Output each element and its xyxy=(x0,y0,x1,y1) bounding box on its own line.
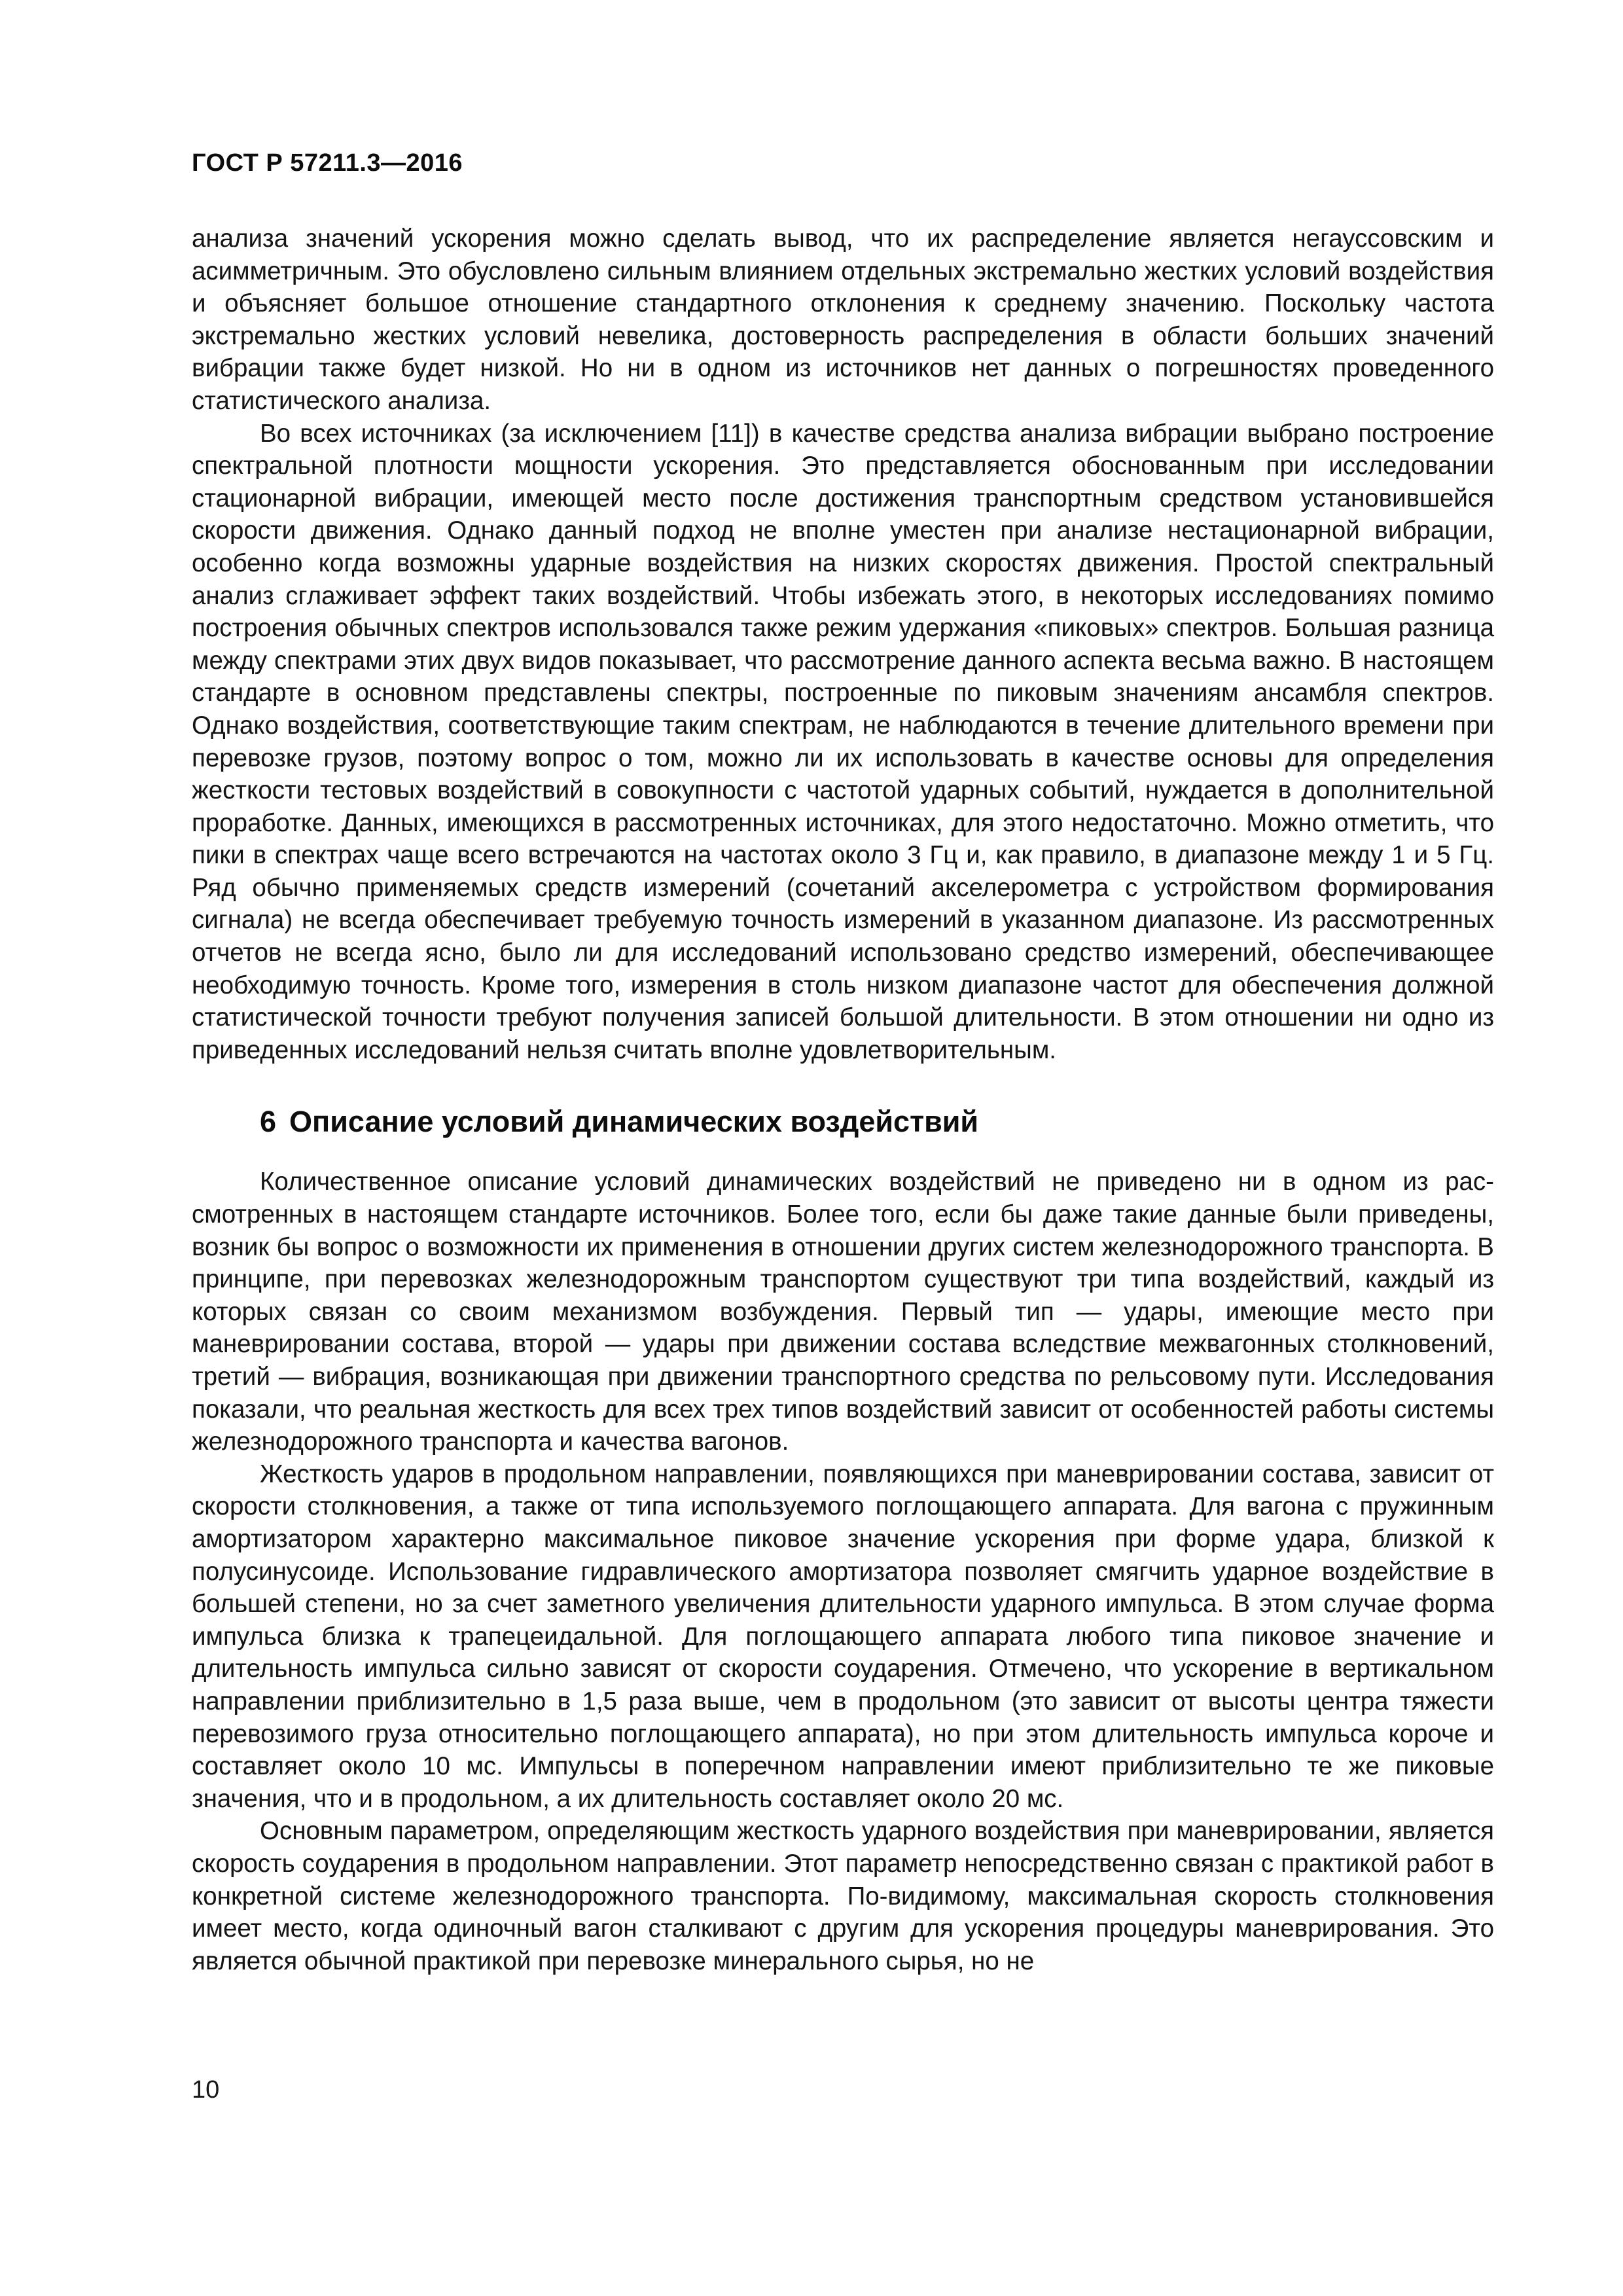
paragraph-shock-severity: Жесткость ударов в продольном направлении, появляющихся при маневрировании состава, зависит от скорости столкновения, а также от типа используемого поглощающего аппарата. Для вагона с пружинным амортизатором характерно максимальное пиковое значение ускорения при форме удара, близкой к полусинусоиде. Использование гидравлического амортизатора позволяет смягчить ударное воздействие в большей степени, но за счет заметного увеличения длительности ударного импульса. В этом случае форма импульса близка к трапецеидальной. Для поглощающего аппарата любого типа пиковое значение и длительность импульса сильно зависят от скорости соударения. Отмечено, что ускорение в вертикальном направлении приблизительно в 1,5 раза выше, чем в продольном (это зависит от высоты центра тяжести перевозимого груза относительно поглощающего аппарата), но при этом длительность импульса короче и составляет около 10 мс. Импульсы в поперечном направлении имеют приблизительно те же пиковые значения, что и в продольном, а их длительность составляет около 20 мс. xyxy=(192,1460,1494,1813)
section-heading xyxy=(192,1066,1494,1166)
section-number: 6 xyxy=(260,1105,277,1139)
section-title: Описание условий динамических воздействий xyxy=(289,1105,979,1139)
paragraph-continuation: анализа значений ускорения можно сделать вывод, что их распределение является негауссовским и асимметричным. Это обусловлено сильным влиянием отдельных экстремально жестких условий воздействия и объясняет большое отношение стандартного отклонения к среднему значению. Поскольку частота экстремально жестких условий невелика, достоверность распределения в области больших значений вибрации также будет низкой. Но ни в одном из источников нет данных о погрешностях проведенного статистического анализа. xyxy=(192,224,1494,415)
paragraph-sources-analysis: Во всех источниках (за исключением [11]) в качестве средства анализа вибрации выбрано построение спектральной плотности мощности ускорения. Это представляется обоснованным при исследовании стационарной вибрации, имеющей место после достижения транспортным средством установившейся скорости движения. Однако данный подход не вполне уместен при анализе нестационарной вибрации, особенно когда возможны ударные воздействия на низких скоростях движения. Простой спектральный анализ сглаживает эффект таких воздействий. Чтобы избежать этого, в некоторых исследованиях помимо построения обычных спектров использовался также режим удержания «пиковых» спектров. Большая разница между спектрами этих двух видов показывает, что рассмотрение данного аспекта весьма важно. В настоящем стандарте в основном представлены спектры, построенные по пиковым значениям ансамбля спектров. Однако воздействия, соответствующие таким спектрам, не наблюдаются в течение длительного времени при перевозке грузов, поэтому вопрос о том, можно ли их использовать в качестве основы для определения жесткости тестовых воздействий в совокупности с частотой ударных событий, нуждается в дополнительной проработке. Данных, имеющихся в рассмотренных источниках, для этого недостаточно. Можно отметить, что пики в спектрах чаще всего встречаются на частотах около 3 Гц и, как правило, в диапазоне между 1 и 5 Гц. Ряд обычно применяемых средств измерений (сочетаний акселерометра с устройством формирования сигнала) не всегда обеспечивает требуемую точность измерений в указанном диапазоне. Из рассмотренных отчетов не всегда ясно, было ли для исследований использовано средство измерений, обеспечивающее необходимую точность. Кроме того, измерения в столь низком диапазоне частот для обеспечения должной статистической точности требуют получения записей большой длительности. В этом отношении ни одно из приведенных исследований нельзя считать вполне удовлетворительным. xyxy=(192,419,1494,1064)
paragraph-main-parameter: Основным параметром, определяющим жесткость ударного воздействия при маневрировании, является скорость соударения в продольном направлении. Этот параметр непосредственно связан с практикой работ в конкретной системе железнодорожного транспорта. По-видимому, максимальная скорость столкновения имеет место, когда одиночный вагон сталкивают с другим для ускорения процедуры маневрирования. Это является обычной практикой при перевозке минерального сырья, но не xyxy=(192,1817,1494,1975)
document-body xyxy=(192,223,1494,1977)
document-code-header: ГОСТ Р 57211.3—2016 xyxy=(192,149,463,177)
page-number: 10 xyxy=(192,2076,220,2104)
paragraph-quantitative-description: Количественное описание условий динамических воздействий не приведено ни в одном из рассмотренных в настоящем стандарте источников. Более того, если бы даже такие данные были приведены, возник бы вопрос о возможности их применения в отношении других систем железнодорожного транспорта. В принципе, при перевозках железнодорожным транспортом существуют три типа воздействий, каждый из которых связан со своим механизмом возбуждения. Первый тип — удары, имеющие место при маневрировании состава, второй — удары при движении состава вследствие межвагонных столкновений, третий — вибрация, возникающая при движении транспортного средства по рельсовому пути. Исследования показали, что реальная жесткость для всех трех типов воздействий зависит от особенностей работы системы железнодорожного транспорта и качества вагонов. xyxy=(192,1168,1494,1456)
